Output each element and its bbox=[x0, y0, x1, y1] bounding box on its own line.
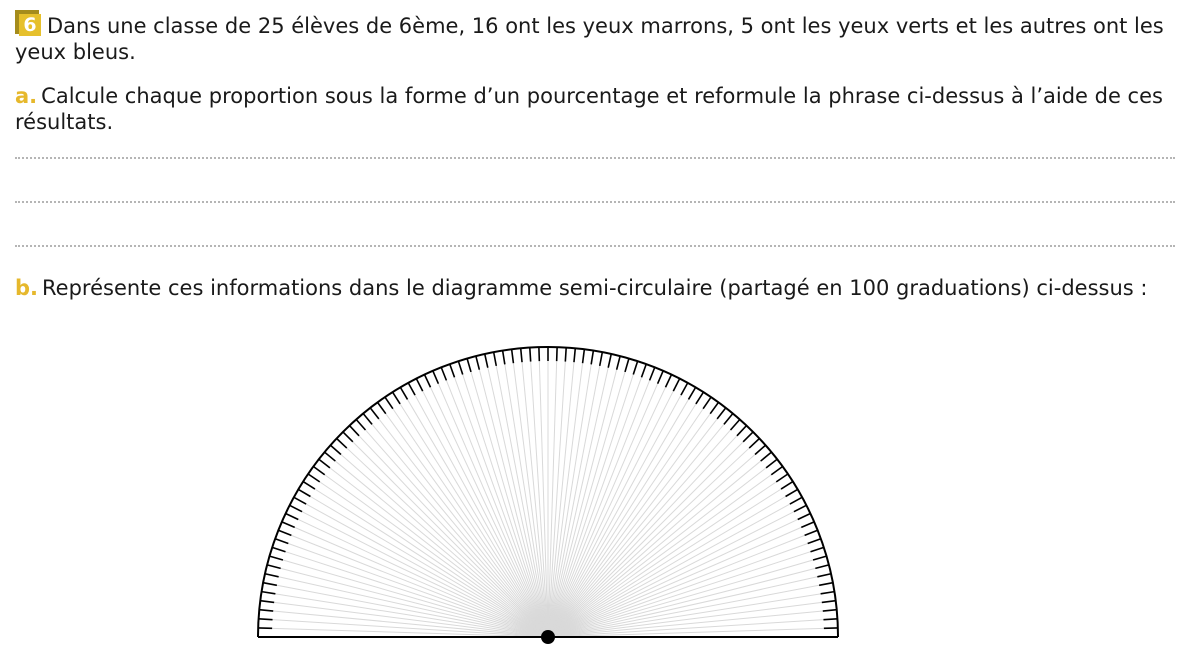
graduation-tick bbox=[696, 392, 704, 404]
guide-line bbox=[548, 380, 650, 637]
graduation-tick bbox=[658, 371, 664, 384]
graduation-tick bbox=[810, 547, 823, 551]
graduation-tick bbox=[815, 565, 829, 568]
exercise bbox=[15, 12, 1175, 301]
graduation-tick bbox=[441, 367, 446, 380]
guide-line bbox=[548, 468, 766, 637]
guide-line bbox=[379, 419, 548, 637]
graduation-tick bbox=[823, 610, 837, 611]
graduation-tick bbox=[270, 556, 283, 560]
graduation-tick bbox=[408, 383, 415, 395]
graduation-tick bbox=[450, 364, 455, 377]
graduation-tick bbox=[786, 489, 798, 496]
graduation-tick bbox=[689, 387, 696, 399]
graduation-tick bbox=[743, 432, 753, 442]
graduation-tick bbox=[703, 397, 711, 409]
graduation-tick bbox=[724, 414, 733, 425]
graduation-tick bbox=[485, 354, 488, 368]
graduation-tick bbox=[710, 402, 718, 413]
graduation-tick bbox=[521, 348, 522, 362]
graduation-tick bbox=[666, 375, 672, 388]
graduation-tick bbox=[416, 379, 422, 391]
graduation-tick bbox=[608, 354, 611, 368]
question-b-label: b. bbox=[15, 276, 39, 300]
guide-line bbox=[548, 419, 717, 637]
graduation-tick bbox=[776, 474, 788, 482]
answer-line[interactable] bbox=[15, 245, 1175, 247]
guide-line bbox=[548, 368, 608, 637]
graduation-tick bbox=[282, 522, 295, 528]
graduation-tick bbox=[458, 361, 462, 374]
exercise-number-badge bbox=[15, 12, 41, 36]
graduation-tick bbox=[801, 522, 814, 528]
guide-line bbox=[330, 468, 548, 637]
graduation-tick bbox=[737, 426, 747, 436]
graduation-tick bbox=[260, 601, 274, 603]
center-point bbox=[541, 630, 555, 644]
graduation-tick bbox=[337, 438, 347, 448]
graduation-tick bbox=[790, 497, 802, 504]
graduation-tick bbox=[766, 459, 777, 468]
graduation-tick bbox=[433, 371, 439, 384]
graduation-tick bbox=[275, 539, 288, 544]
graduation-tick bbox=[817, 574, 831, 577]
graduation-tick bbox=[625, 359, 629, 372]
semicircular-diagram[interactable] bbox=[240, 335, 860, 655]
graduation-tick bbox=[530, 348, 531, 362]
graduation-tick bbox=[278, 530, 291, 535]
graduation-tick bbox=[319, 459, 330, 468]
graduation-tick bbox=[467, 359, 471, 372]
graduation-tick bbox=[267, 565, 281, 568]
graduation-tick bbox=[294, 497, 306, 504]
graduation-tick bbox=[290, 505, 302, 511]
exercise-statement bbox=[15, 12, 1175, 65]
guide-line bbox=[446, 380, 548, 637]
guide-lines bbox=[272, 361, 824, 637]
graduation-tick bbox=[822, 601, 836, 603]
graduation-tick bbox=[363, 414, 372, 425]
graduation-tick bbox=[503, 351, 505, 365]
graduation-tick bbox=[821, 592, 835, 594]
graduation-tick bbox=[749, 438, 759, 448]
graduation-tick bbox=[781, 482, 793, 490]
graduation-tick bbox=[265, 574, 279, 577]
graduation-tick bbox=[583, 349, 585, 363]
guide-line bbox=[488, 368, 548, 637]
question-b bbox=[15, 275, 1175, 301]
guide-line bbox=[548, 372, 625, 637]
answer-line[interactable] bbox=[15, 157, 1175, 159]
graduation-tick bbox=[343, 432, 353, 442]
question-b-text: Représente ces informations dans le diagramme semi-circulaire (partagé en 100 graduations) ci-dessus : bbox=[42, 276, 1148, 300]
graduation-tick bbox=[494, 352, 497, 366]
graduation-tick bbox=[755, 445, 766, 454]
graduation-tick bbox=[717, 408, 726, 419]
graduation-tick bbox=[378, 402, 386, 413]
graduation-tick bbox=[298, 489, 310, 496]
graduation-tick bbox=[325, 452, 336, 461]
graduation-tick bbox=[393, 392, 401, 404]
graduation-tick bbox=[574, 348, 575, 362]
graduation-tick bbox=[805, 530, 818, 535]
graduation-tick bbox=[259, 610, 273, 611]
graduation-tick bbox=[286, 514, 299, 520]
graduation-tick bbox=[356, 419, 365, 430]
graduation-tick bbox=[259, 619, 273, 620]
statement-text: Dans une classe de 25 élèves de 6ème, 16 ont les yeux marrons, 5 ont les yeux verts et les autres ont les yeux bleus. bbox=[15, 14, 1164, 64]
graduation-tick bbox=[512, 349, 514, 363]
graduation-tick bbox=[813, 556, 826, 560]
graduation-tick bbox=[330, 445, 341, 454]
graduation-tick bbox=[425, 375, 431, 388]
graduation-tick bbox=[673, 379, 679, 391]
graduation-tick bbox=[808, 539, 821, 544]
graduation-tick bbox=[400, 387, 407, 399]
question-a bbox=[15, 83, 1175, 135]
graduation-tick bbox=[794, 505, 806, 511]
guide-line bbox=[279, 577, 548, 637]
graduation-tick bbox=[303, 482, 315, 490]
graduation-tick bbox=[370, 408, 379, 419]
graduation-tick bbox=[600, 352, 603, 366]
guide-line bbox=[548, 560, 813, 637]
graduation-tick bbox=[617, 356, 620, 370]
graduation-tick bbox=[819, 583, 833, 586]
graduation-tick bbox=[308, 474, 320, 482]
semicircle-svg[interactable] bbox=[240, 335, 860, 655]
graduation-tick bbox=[272, 547, 285, 551]
guide-line bbox=[283, 560, 548, 637]
graduation-tick bbox=[641, 364, 646, 377]
graduation-tick bbox=[565, 348, 566, 362]
graduation-tick bbox=[349, 426, 359, 436]
graduation-tick bbox=[263, 583, 277, 586]
guide-line bbox=[548, 535, 805, 637]
graduation-tick bbox=[591, 351, 593, 365]
graduation-tick bbox=[633, 361, 637, 374]
question-a-label: a. bbox=[15, 84, 38, 108]
graduation-tick bbox=[385, 397, 393, 409]
graduation-tick bbox=[476, 356, 479, 370]
graduation-tick bbox=[650, 367, 655, 380]
graduation-tick bbox=[771, 467, 782, 475]
graduation-tick bbox=[798, 514, 811, 520]
guide-line bbox=[548, 577, 817, 637]
graduation-tick bbox=[731, 419, 740, 430]
guide-line bbox=[291, 535, 548, 637]
exercise-number: 6 bbox=[19, 14, 41, 36]
graduation-tick bbox=[823, 619, 837, 620]
answer-lines bbox=[15, 157, 1175, 247]
question-a-text: Calcule chaque proportion sous la forme d’un pourcentage et reformule la phrase ci-dessus à l’aide de ces résultats. bbox=[15, 84, 1163, 134]
guide-line bbox=[471, 372, 548, 637]
graduation-tick bbox=[313, 467, 324, 475]
answer-line[interactable] bbox=[15, 201, 1175, 203]
graduation-tick bbox=[761, 452, 772, 461]
graduation-tick bbox=[681, 383, 688, 395]
graduation-tick bbox=[262, 592, 276, 594]
